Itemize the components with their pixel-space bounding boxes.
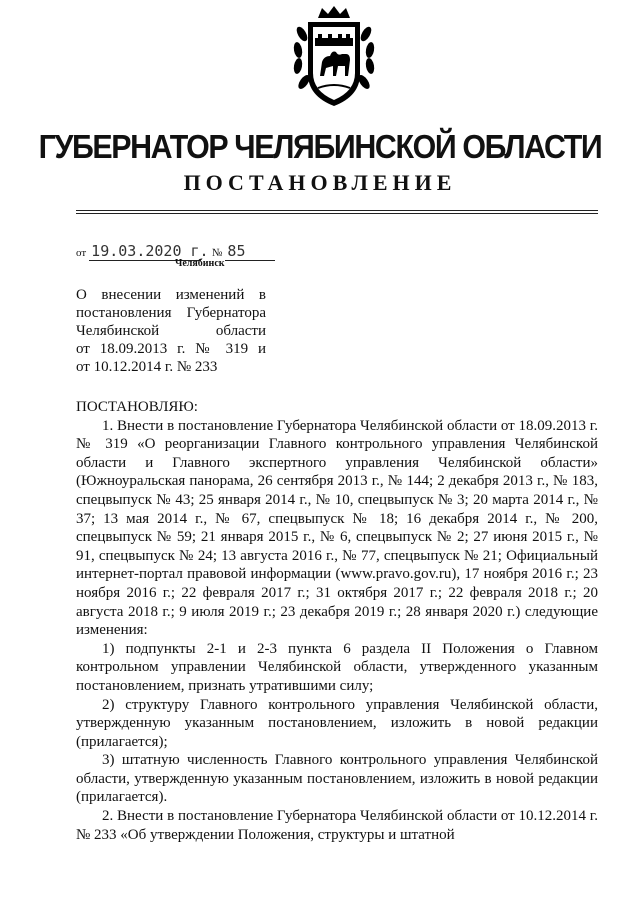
paragraph-2: 2. Внести в постановление Губернатора Челябинской области от 10.12.2014 г. № 233 «Об утверждении Положения, структуры и штатной	[76, 808, 598, 843]
document-subject	[76, 286, 266, 376]
resolve-heading: ПОСТАНОВЛЯЮ:	[76, 399, 198, 415]
subject-line: постановления Губернатора	[76, 305, 266, 321]
list-item-3: 3) штатную численность Главного контрольного управления Челябинской области, утвержденную указанным постановлением, изложить в новой редакции (прилагается).	[76, 752, 598, 806]
date-label: от	[76, 247, 87, 259]
city-name: Челябинск	[175, 258, 225, 269]
paragraph-1: 1. Внести в постановление Губернатора Челябинской области от 18.09.2013 г. № 319 «О реорганизации Главного контрольного управления Челябинской области и Главного экспертного управления Челябинской области» (Южноуральская панорама, 26 сентября 2013 г., № 144; 2 декабря 2013 г., № 183, спецвыпуск № 43; 25 января 2014 г., № 10, спецвыпуск № 3; 20 марта 2014 г., № 37; 13 мая 2014 г., № 67, спецвыпуск № 18; 16 декабря 2014 г., № 200, спецвыпуск № 59; 21 января 2015 г., № 6, спецвыпуск № 2; 27 июня 2015 г., № 91, спецвыпуск № 24; 13 августа 2016 г., № 77, спецвыпуск № 21; Официальный интернет-портал правовой информации (www.pravo.gov.ru), 17 ноября 2016 г.; 23 ноября 2016 г.; 22 февраля 2017 г.; 31 октября 2017 г.; 22 февраля 2018 г.; 20 августа 2018 г.; 9 июля 2019 г.; 23 декабря 2019 г.; 28 января 2020 г.) следующие изменения:	[76, 417, 598, 639]
list-item-2: 2) структуру Главного контрольного управления Челябинской области, утвержденную указанным постановлением, изложить в новой редакции (прилагается);	[76, 696, 598, 750]
document-body	[76, 398, 598, 844]
subject-line: от 18.09.2013 г. № 319 и	[76, 341, 266, 357]
header-rule-bottom	[76, 213, 598, 214]
list-item-1: 1) подпункты 2-1 и 2-3 пункта 6 раздела II Положения о Главном контрольном управлении Челябинской области, утвержденного указанным постановлением, признать утратившими силу;	[76, 640, 598, 694]
governor-title: ГУБЕРНАТОР ЧЕЛЯБИНСКОЙ ОБЛАСТИ	[38, 128, 602, 165]
document-type: ПОСТАНОВЛЕНИЕ	[183, 170, 457, 195]
number-label: №	[211, 247, 223, 259]
document-date: 19.03.2020 г.	[91, 242, 209, 260]
header-rule-top	[76, 210, 598, 211]
coat-of-arms-emblem	[288, 4, 380, 112]
subject-line: О внесении изменений в	[76, 287, 266, 303]
document-number: 85	[225, 242, 275, 261]
subject-line: от 10.12.2014 г. № 233	[76, 359, 218, 375]
subject-line: Челябинской области	[76, 323, 266, 339]
